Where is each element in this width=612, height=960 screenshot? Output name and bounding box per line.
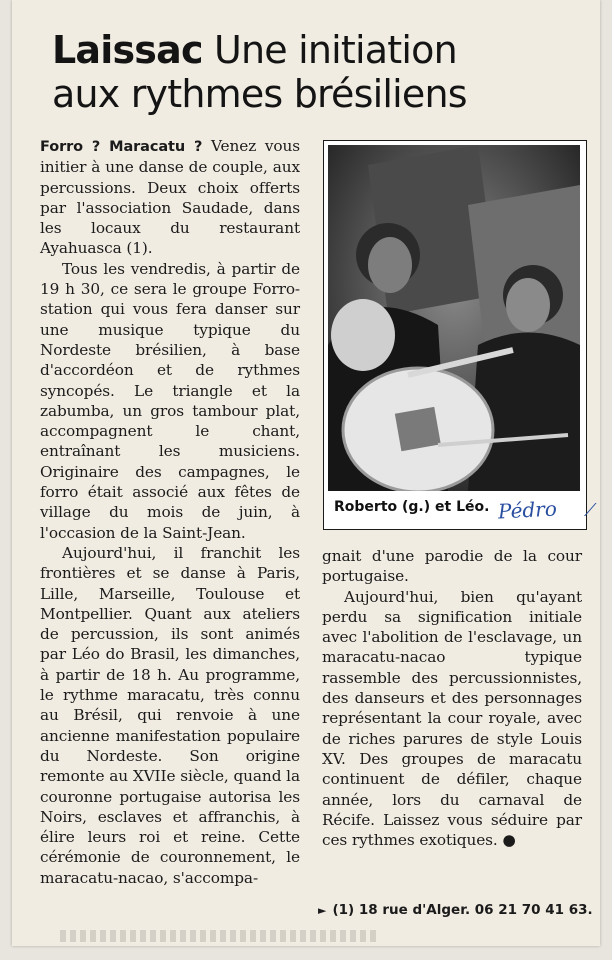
- paragraph-2: Tous les vendredis, à partir de 19 h 30, ce sera le groupe Forro-station qui vous fera danser sur une musique typique du Nordeste brésilien, à base d'accordéon et de rythmes syncopés. Le triangle et la zabumba, un gros tambour plat, accompagnent le chant, entraînant les musiciens. Originaire des campagnes, le forro était associé aux fêtes de village du mois de juin, à l'occasion de la Saint-Jean.: [40, 259, 300, 542]
- handwritten-note: Pédro: [497, 496, 558, 524]
- paragraph-4: Aujourd'hui, bien qu'ayant perdu sa signification initiale avec l'abolition de l'esclavage, un maracatu-nacao typique rassemble des percussionnistes, des danseurs et des personnages représentant la cour royale, avec de riches parures de style Louis XV. Des groupes de maracatu continuent de défiler, chaque année, lors du carnaval de Récife. Laissez vous séduire par ces rythmes exotiques. ●: [322, 587, 582, 850]
- footnote-text: (1) 18 rue d'Alger. 06 21 70 41 63.: [332, 902, 593, 918]
- bleed-through-text: [240, 6, 420, 20]
- photo-frame: [323, 140, 587, 530]
- footnote: [318, 902, 598, 918]
- photo-musicians: [328, 145, 580, 491]
- headline-title-part1: Une initiation: [213, 28, 457, 72]
- paragraph-3: Aujourd'hui, il franchit les frontières et se danse à Paris, Lille, Marseille, Toulouse et Montpellier. Quant aux ateliers de percussion, ils sont animés par Léo do Brasil, les dimanches, à partir de 18 h. Au programme, le rythme maracatu, très connu au Brésil, qui renvoie à une ancienne manifestation populaire du Nordeste. Son origine remonte au XVIIe siècle, quand la couronne portugaise autorisa les Noirs, esclaves et affranchis, à élire leurs roi et reine. Cette cérémonie de couronnement, le maracatu-nacao, s'accompa-: [40, 543, 300, 887]
- headline-place: Laissac: [52, 28, 203, 72]
- paragraph-3-continued: gnait d'une parodie de la cour portugaise.: [322, 547, 582, 586]
- triangle-bullet-icon: ►: [318, 904, 327, 917]
- photo-illustration: [328, 145, 580, 491]
- bleed-through-bottom: [60, 930, 380, 942]
- headline: [52, 28, 572, 116]
- paragraph-1-text: Venez vous initier à une danse de couple, aux percussions. Deux choix offerts par l'association Saudade, dans les locaux du restaurant Ayahuasca (1).: [40, 137, 300, 258]
- handwritten-mark: ⟋: [584, 500, 597, 521]
- article-column-2: [322, 546, 582, 850]
- photo-caption: Roberto (g.) et Léo.: [334, 499, 490, 515]
- lead-text: Forro ? Maracatu ?: [40, 139, 203, 155]
- headline-title-part2: aux rythmes brésiliens: [52, 72, 467, 116]
- paragraph-1: [40, 136, 300, 259]
- article-column-1: [40, 136, 300, 888]
